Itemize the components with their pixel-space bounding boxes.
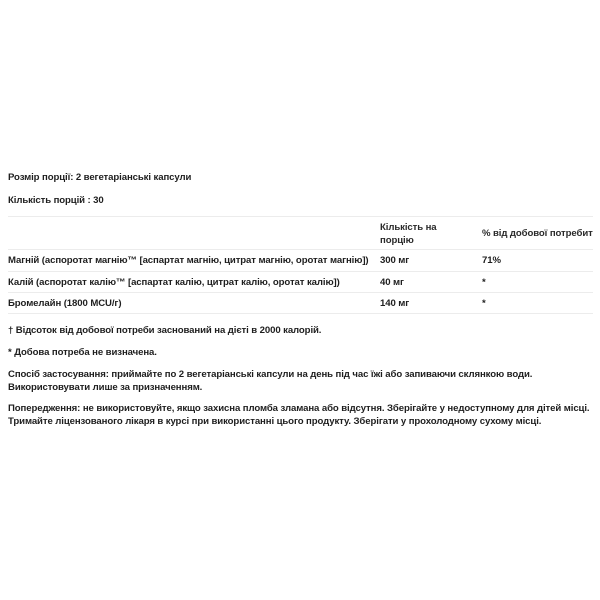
table-divider <box>8 271 593 272</box>
row-dv: 71% <box>482 255 501 266</box>
row-name: Бромелайн (1800 MCU/г) <box>8 298 122 309</box>
asterisk-note: * Добова потреба не визначена. <box>8 347 157 358</box>
usage-instructions: Спосіб застосування: приймайте по 2 вегетаріанські капсули на день під час їжі або запиваючи склянкою води. Використовувати лише за призначенням. <box>8 369 533 393</box>
header-amount: Кількість на порцію <box>380 222 437 246</box>
warning-text: Попередження: не використовуйте, якщо захисна пломба зламана або відсутня. Зберігайте у недоступному для дітей місці. Тримайте ліцензованого лікаря в курсі при використанні цього продукту. Зберігати у прохолодному сухому місці. <box>8 403 590 427</box>
table-divider <box>8 249 593 250</box>
dagger-note: † Відсоток від добової потреби заснований на дієті в 2000 калорій. <box>8 325 322 336</box>
serving-size: Розмір порції: 2 вегетаріанські капсули <box>8 172 192 183</box>
row-name: Калій (аспоротат калію™ [аспартат калію, цитрат калію, оротат калію]) <box>8 277 340 288</box>
row-amount: 300 мг <box>380 255 410 266</box>
row-dv: * <box>482 277 486 288</box>
servings-count: Кількість порцій : 30 <box>8 195 104 206</box>
row-name: Магній (аспоротат магнію™ [аспартат магнію, цитрат магнію, оротат магнію]) <box>8 255 369 266</box>
row-amount: 140 мг <box>380 298 410 309</box>
table-divider <box>8 292 593 293</box>
table-divider <box>8 216 593 217</box>
row-dv: * <box>482 298 486 309</box>
row-amount: 40 мг <box>380 277 404 288</box>
table-divider <box>8 313 593 314</box>
header-daily-value: % від добової потребит <box>482 228 593 239</box>
